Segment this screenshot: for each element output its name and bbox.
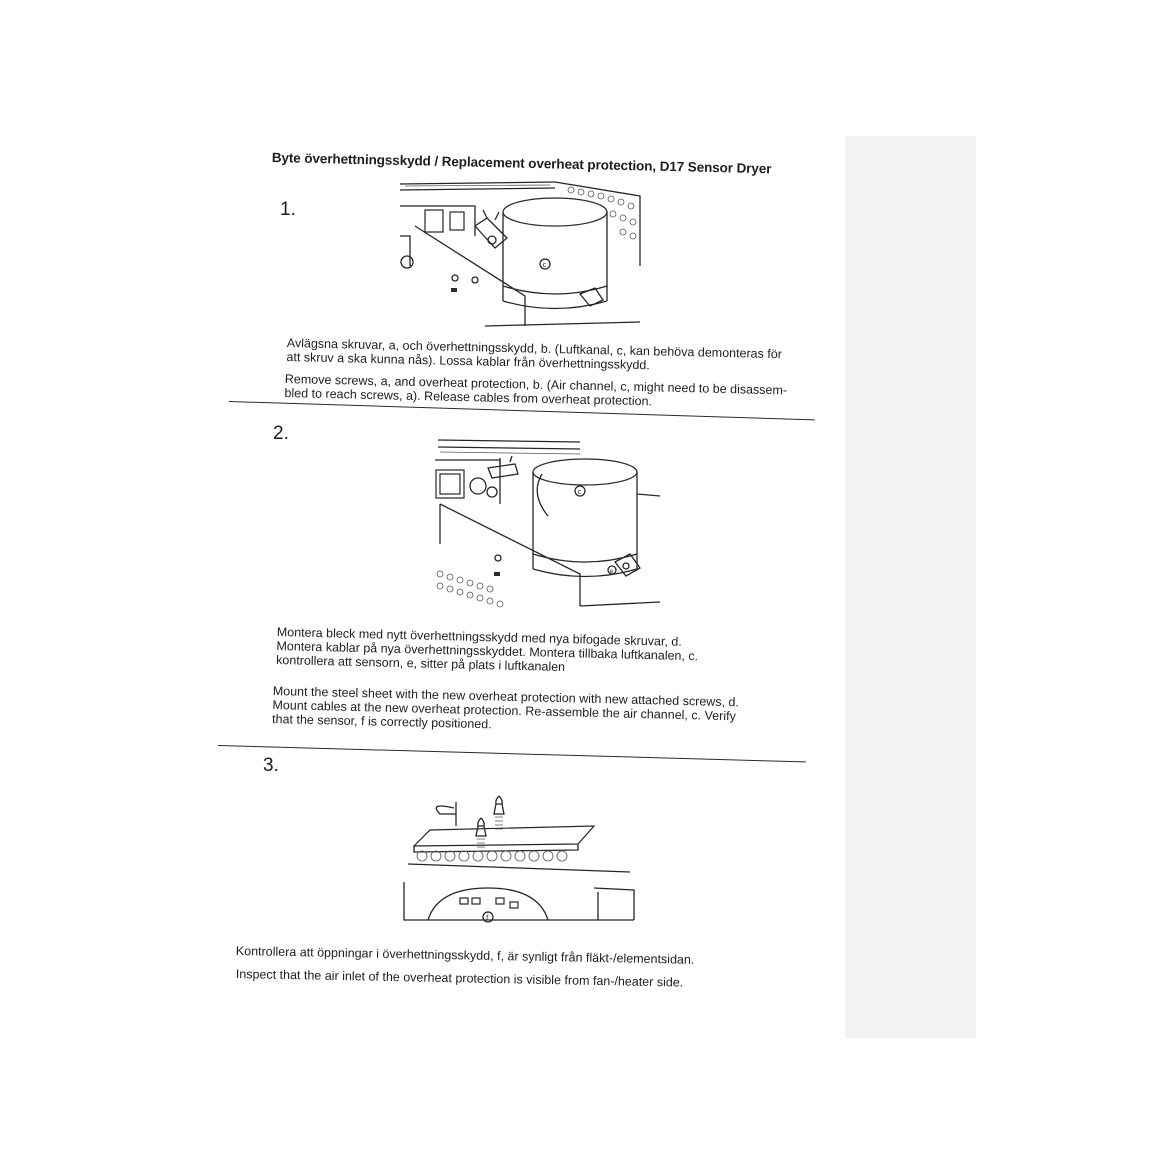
step-2-illustration [430,434,665,612]
step-1-number: 1. [280,199,296,220]
step-1-callout-c: c [542,261,547,269]
step-1-text-swedish: Avlägsna skruvar, a, och överhettningsskydd, b. (Luftkanal, c, kan behöva demonteras för att skruv a ska kunna nås). Lossa kablar från överhettningsskydd. [286,336,783,373]
step-2-text-swedish: Montera bleck med nytt överhettningsskydd med nya bifogade skruvar, d. Montera kablar på nya överhettningsskyddet. Montera tillbaka luftkanalen, c. kontrollera att sensorn, e, sitter på plats i luftkanalen [275,625,699,675]
step-2-text-english: Mount the steel sheet with the new overheat protection with new attached screws, d. Mount cables at the new overheat protection. Re-assemble the air channel, c. Verify that the sensor, f is correctly positioned. [271,684,740,732]
step-2-callout-c: c [577,488,582,496]
step-3-number: 3. [263,755,279,776]
page-title: Byte överhettningsskydd / Replacement overheat protection, D17 Sensor Dryer [271,150,772,177]
step-2-number: 2. [273,423,289,444]
step-3-illustration [398,792,638,928]
step-3-text-english: Inspect that the air inlet of the overheat protection is visible from fan-/heater side. [235,967,684,990]
step-1-illustration [395,176,645,334]
step-1-text-english: Remove screws, a, and overheat protection, b. (Air channel, c, might need to be disassem- bled to reach screws, a). Release cables from overheat protection. [284,372,788,409]
step-3-text-swedish: Kontrollera att öppningar i överhettningsskydd, f, är synligt från fläkt-/elementsidan. [235,944,695,967]
step-2-divider [218,745,806,762]
step-2-figure [430,434,665,612]
step-2-callout-e: e [609,568,614,575]
step-3-figure [398,792,638,928]
step-3-callout-f: f [486,914,489,922]
step-1-figure [395,176,645,334]
